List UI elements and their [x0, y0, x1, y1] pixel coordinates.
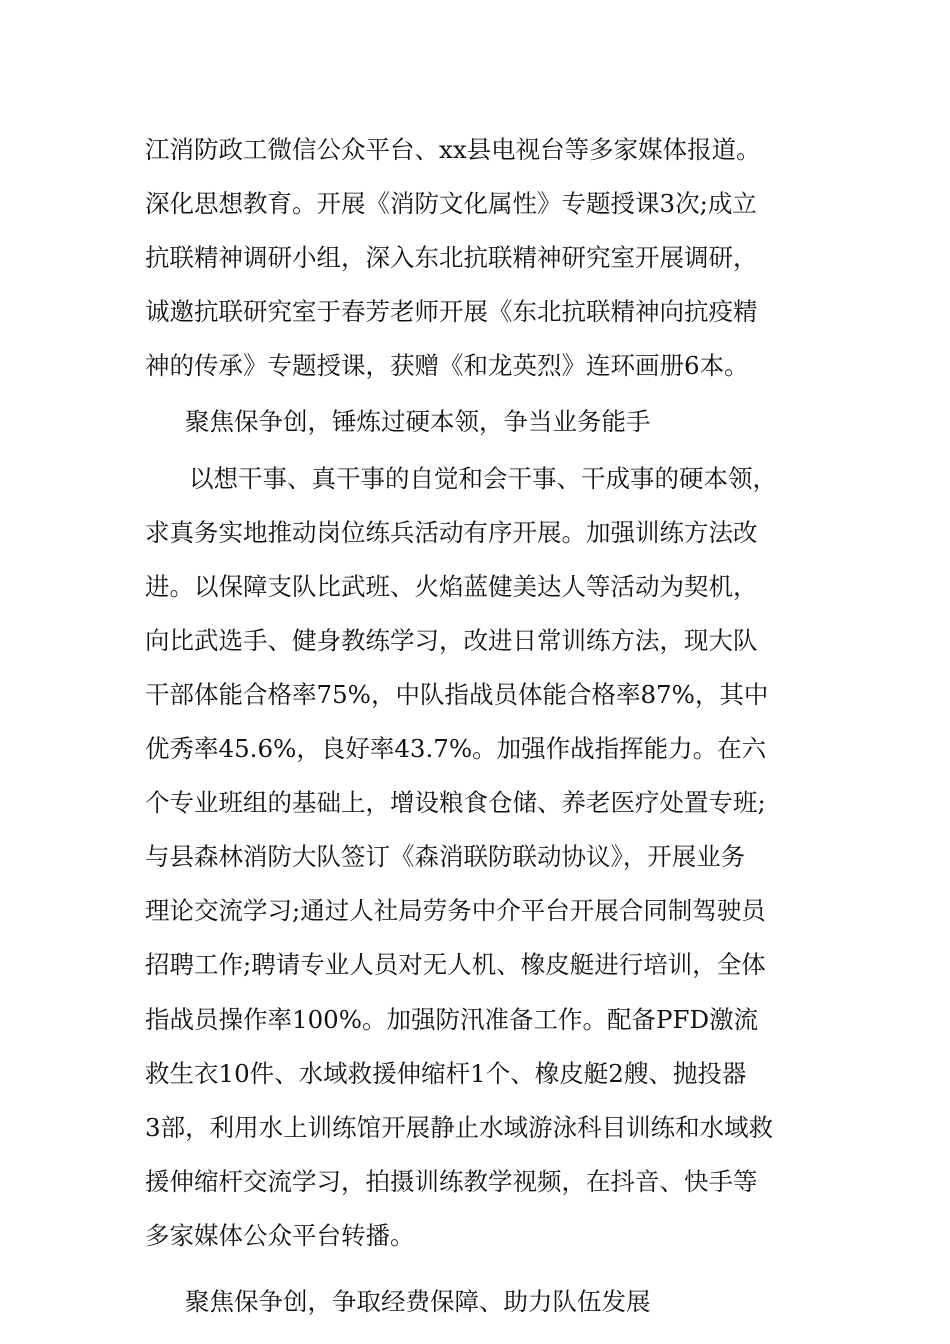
paragraph-line: 干部体能合格率75%，中队指战员体能合格率87%，其中: [145, 679, 769, 709]
paragraph-line: 以想干事、真干事的自觉和会干事、干成事的硬本领，: [189, 463, 777, 493]
paragraph-line: 抗联精神调研小组，深入东北抗联精神研究室开展调研，: [145, 243, 758, 273]
paragraph-line: 优秀率45.6%，良好率43.7%。加强作战指挥能力。在六: [145, 734, 767, 764]
paragraph-line: 深化思想教育。开展《消防文化属性》专题授课3次;成立: [145, 189, 757, 219]
paragraph-line: 个专业班组的基础上，增设粮食仓储、养老医疗处置专班;: [145, 788, 766, 818]
section-heading: 聚焦保争创，争取经费保障、助力队伍发展: [185, 1286, 651, 1316]
paragraph-line: 指战员操作率100%。加强防汛准备工作。配备PFD激流: [145, 1004, 759, 1034]
paragraph-line: 向比武选手、健身教练学习，改进日常训练方法，现大队: [145, 625, 758, 655]
document-body: [145, 123, 815, 1329]
paragraph-line: 招聘工作;聘请专业人员对无人机、橡皮艇进行培训，全体: [145, 950, 766, 980]
paragraph-line: 求真务实地推动岗位练兵活动有序开展。加强训练方法改: [145, 517, 758, 547]
paragraph-line: 多家媒体公众平台转播。: [145, 1220, 415, 1250]
paragraph-line: 救生衣10件、水域救援伸缩杆1个、橡皮艇2艘、抛投器: [145, 1058, 747, 1088]
paragraph-line: 与县森林消防大队签订《森消联防联动协议》，开展业务: [145, 842, 746, 872]
paragraph-line: 诚邀抗联研究室于春芳老师开展《东北抗联精神向抗疫精: [145, 297, 758, 327]
paragraph-line: 江消防政工微信公众平台、xx县电视台等多家媒体报道。: [145, 135, 761, 164]
paragraph-line: 3部，利用水上训练馆开展静止水域游泳科目训练和水域救: [145, 1112, 774, 1142]
paragraph-line: 进。以保障支队比武班、火焰蓝健美达人等活动为契机，: [145, 571, 758, 601]
paragraph-line: 援伸缩杆交流学习，拍摄训练教学视频，在抖音、快手等: [145, 1166, 758, 1196]
paragraph-line: 理论交流学习;通过人社局劳务中介平台开展合同制驾驶员: [145, 896, 766, 926]
paragraph-line: 神的传承》专题授课，获赠《和龙英烈》连环画册6本。: [145, 351, 749, 381]
section-heading: 聚焦保争创，锤炼过硬本领，争当业务能手: [185, 407, 651, 437]
